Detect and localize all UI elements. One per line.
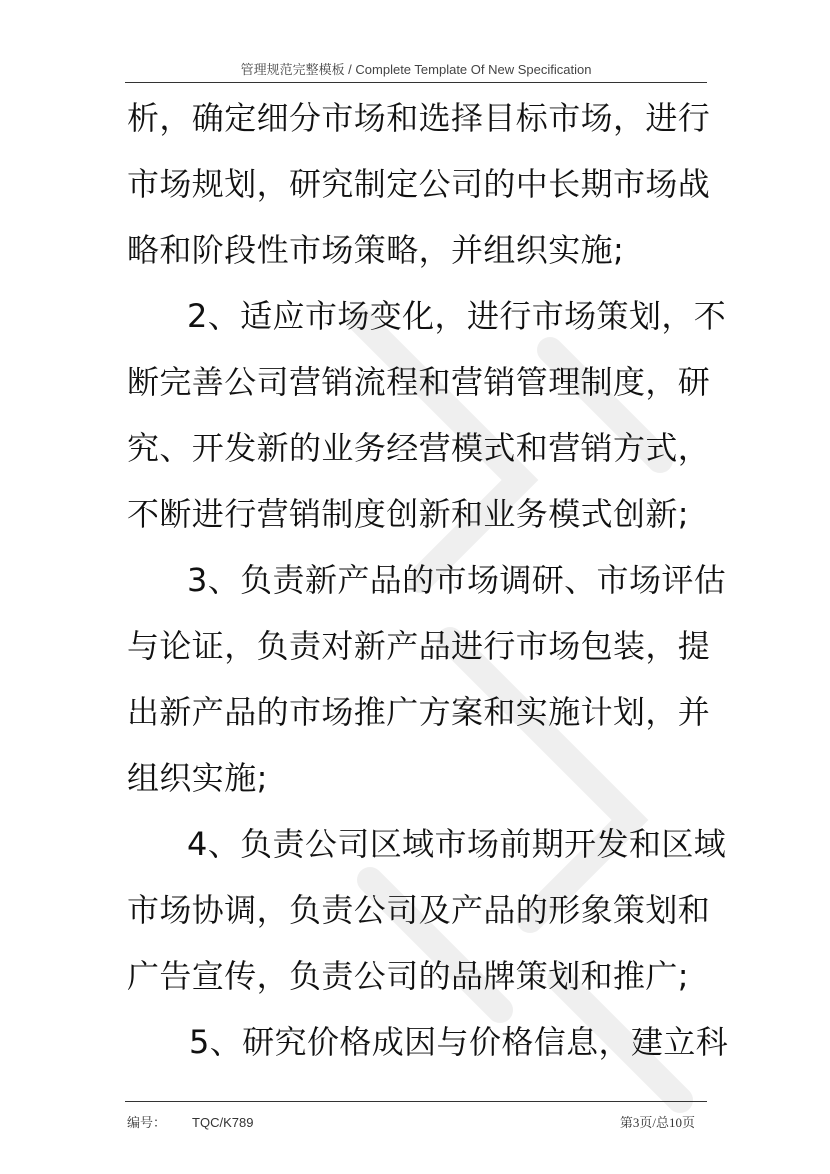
body-line: 市场规划，研究制定公司的中长期市场战 — [127, 165, 711, 203]
body-line: 略和阶段性市场策略，并组织实施; — [127, 231, 625, 269]
body-line: 广告宣传，负责公司的品牌策划和推广; — [127, 957, 689, 995]
body-line: 组织实施; — [127, 759, 268, 797]
body-line: 3、负责新产品的市场调研、市场评估 — [187, 561, 727, 599]
header-divider — [125, 82, 707, 83]
body-line: 市场协调，负责公司及产品的形象策划和 — [127, 891, 711, 929]
body-line: 与论证，负责对新产品进行市场包装，提 — [127, 627, 711, 665]
body-line: 5、研究价格成因与价格信息，建立科 — [189, 1023, 729, 1061]
footer-divider — [125, 1101, 707, 1102]
body-line: 4、负责公司区域市场前期开发和区域 — [187, 825, 727, 863]
body-line: 2、适应市场变化，进行市场策划，不 — [187, 297, 727, 335]
body-line: 析，确定细分市场和选择目标市场，进行 — [127, 99, 711, 137]
document-code — [127, 1113, 253, 1133]
body-line: 出新产品的市场推广方案和实施计划，并 — [127, 693, 711, 731]
document-code-label: 编号： — [127, 1115, 167, 1130]
page-number: 第3页/总10页 — [619, 1115, 695, 1130]
body-line: 断完善公司营销流程和营销管理制度，研 — [127, 363, 711, 401]
page-header: 管理规范完整模板 / Complete Template Of New Specification — [240, 62, 592, 77]
body-line: 究、开发新的业务经营模式和营销方式， — [127, 429, 711, 467]
body-line: 不断进行营销制度创新和业务模式创新; — [127, 495, 689, 533]
document-code-value: TQC/K789 — [192, 1115, 254, 1130]
